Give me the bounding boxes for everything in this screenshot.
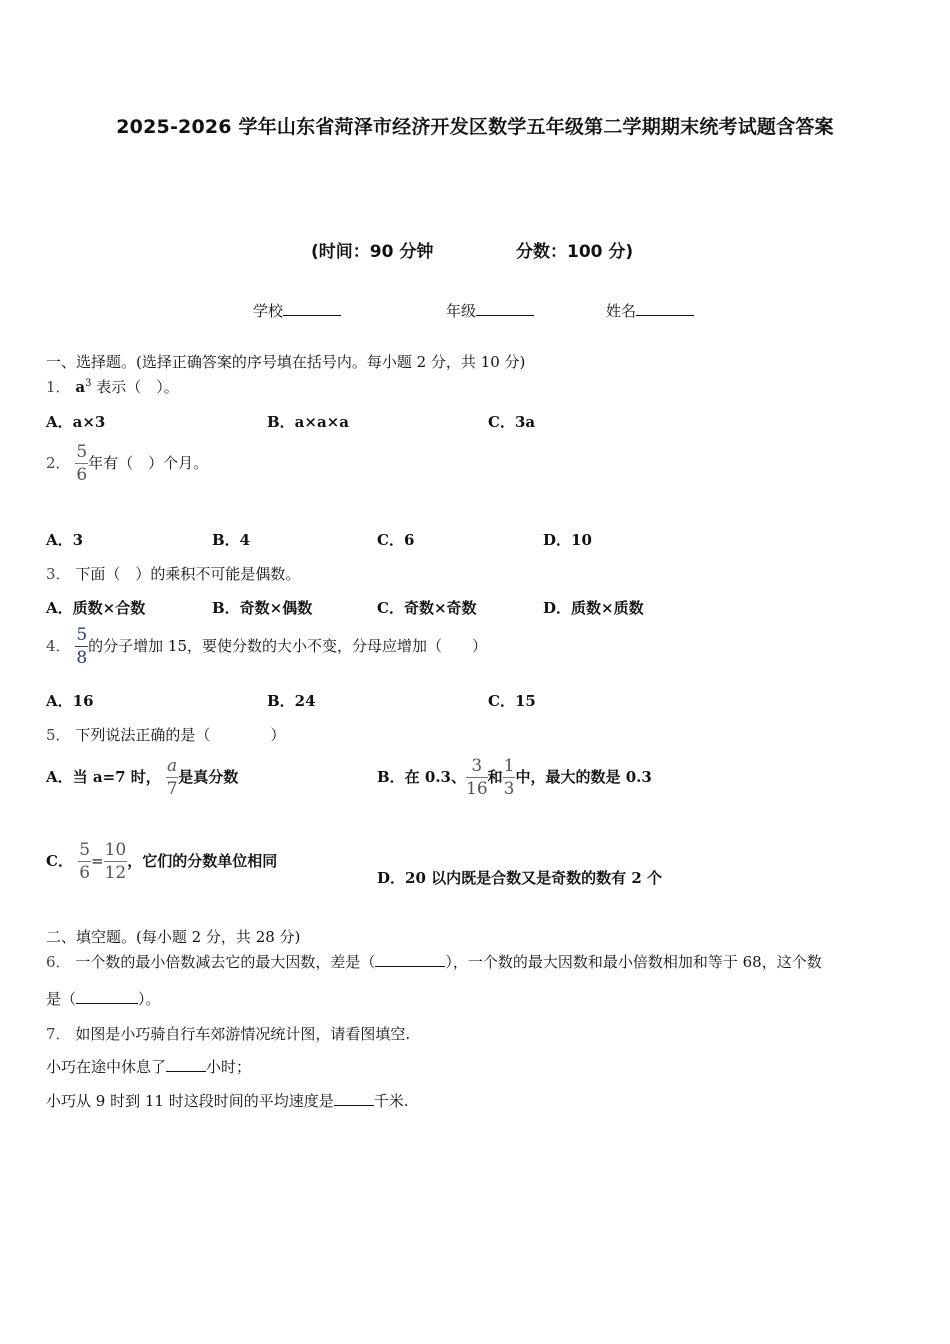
q4-frac-numerator: 5 <box>76 625 88 645</box>
question-5 <box>46 724 285 745</box>
q6-part2: ），一个数的最大因数和最小倍数相加和等于 68，这个数 <box>445 953 822 971</box>
q3-option-a: A．质数×合数 <box>46 599 146 617</box>
name-field <box>606 300 694 321</box>
q5c-frac1-denominator: 6 <box>79 863 91 883</box>
q5b-and: 和 <box>487 768 503 786</box>
q2-option-d: D．10 <box>543 531 592 549</box>
q4-option-a: A．16 <box>46 692 94 710</box>
document-title: 2025-2026 学年山东省菏泽市经济开发区数学五年级第二学期期末统考试题含答案 <box>116 116 834 138</box>
q2-option-a: A．3 <box>46 531 84 549</box>
q5b-frac2-denominator: 3 <box>503 779 515 799</box>
name-label: 姓名 <box>606 302 637 320</box>
q7-line1-start: 小巧在途中休息了 <box>46 1058 167 1076</box>
q7-number: 7． <box>46 1025 71 1043</box>
q7-subquestion-2 <box>46 1090 409 1111</box>
q5a-suffix: 是真分数 <box>178 768 239 786</box>
q7-subquestion-1 <box>46 1056 251 1077</box>
q2-frac-numerator: 5 <box>76 442 88 462</box>
q6-number: 6． <box>46 953 71 971</box>
q5b-frac2-numerator: 1 <box>503 756 515 776</box>
q3-option-c: C．奇数×奇数 <box>377 599 477 617</box>
q4-frac-denominator: 8 <box>76 648 88 668</box>
q5b-fraction-2 <box>503 758 516 798</box>
q3-text: 下面（ ）的乘积不可能是偶数。 <box>75 565 301 583</box>
q7-line2-start: 小巧从 9 时到 11 时这段时间的平均速度是 <box>46 1092 334 1110</box>
exam-time: (时间：90 分钟 <box>311 242 434 262</box>
q3-number: 3． <box>46 565 71 583</box>
q5c-prefix: C． <box>46 852 73 870</box>
q3-option-d: D．质数×质数 <box>543 599 644 617</box>
q5-option-a <box>46 758 238 798</box>
q5b-prefix: B．在 0.3、 <box>377 768 466 786</box>
q4-fraction <box>75 627 88 667</box>
school-field <box>253 300 341 321</box>
section2-heading: 二、填空题。(每小题 2 分，共 28 分) <box>46 928 301 946</box>
q5b-frac1-denominator: 16 <box>466 779 488 799</box>
q5c-frac2-denominator: 12 <box>104 863 127 883</box>
grade-field <box>446 300 534 321</box>
q2-option-c: C．6 <box>377 531 415 549</box>
q5-number: 5． <box>46 726 71 744</box>
q5-option-b <box>377 758 652 798</box>
q4-option-b: B．24 <box>267 692 316 710</box>
question-1 <box>46 376 179 397</box>
q6-line2-end: ）。 <box>138 990 161 1008</box>
q4-text: 的分子增加 15，要使分数的大小不变，分母应增加（ ） <box>88 637 488 655</box>
question-7 <box>46 1023 410 1044</box>
q5c-equals: = <box>91 852 104 870</box>
question-6 <box>46 951 822 972</box>
question-3 <box>46 563 300 584</box>
q5a-fraction <box>166 758 178 798</box>
q1-base: a <box>75 378 86 396</box>
q7-answer-blank-2[interactable] <box>334 1091 374 1106</box>
q4-number: 4． <box>46 637 71 655</box>
q5c-fraction-2 <box>104 842 128 882</box>
question-2 <box>46 444 208 484</box>
q6-answer-blank-2[interactable] <box>76 989 138 1004</box>
question-6-line2 <box>46 988 161 1009</box>
q4-option-c: C．15 <box>488 692 536 710</box>
grade-blank <box>476 302 534 316</box>
grade-label: 年级 <box>446 302 477 320</box>
section1-heading: 一、选择题。(选择正确答案的序号填在括号内。每小题 2 分，共 10 分) <box>46 353 526 371</box>
q7-line1-end: 小时； <box>206 1058 252 1076</box>
q5c-fraction-1 <box>78 842 91 882</box>
q1-number: 1． <box>46 378 71 396</box>
q7-line2-end: 千米. <box>373 1092 409 1110</box>
q2-number: 2． <box>46 454 71 472</box>
q7-answer-blank-1[interactable] <box>166 1057 206 1072</box>
school-label: 学校 <box>253 302 284 320</box>
q5a-frac-denominator: 7 <box>166 779 178 799</box>
q5-option-c <box>46 842 277 882</box>
q1-option-c: C．3a <box>488 413 536 431</box>
q5a-prefix: A．当 a=7 时， <box>46 768 161 786</box>
q1-option-b: B．a×a×a <box>267 413 349 431</box>
q2-frac-denominator: 6 <box>76 465 88 485</box>
q1-text: 表示（ ）。 <box>96 378 179 396</box>
q5c-suffix: ，它们的分数单位相同 <box>127 852 278 870</box>
q5b-fraction-1 <box>466 758 488 798</box>
q3-option-b: B．奇数×偶数 <box>212 599 313 617</box>
q2-fraction <box>75 444 88 484</box>
q1-option-a: A．a×3 <box>46 413 106 431</box>
q6-answer-blank-1[interactable] <box>375 952 445 967</box>
q5c-frac2-numerator: 10 <box>104 840 127 860</box>
q5-option-d: D．20 以内既是合数又是奇数的数有 2 个 <box>377 869 662 887</box>
q7-text: 如图是小巧骑自行车郊游情况统计图，请看图填空. <box>75 1025 411 1043</box>
q5a-frac-numerator: a <box>167 756 178 776</box>
q5c-frac1-numerator: 5 <box>79 840 91 860</box>
q2-text: 年有（ ）个月。 <box>88 454 209 472</box>
q6-part1: 一个数的最小倍数减去它的最大因数，差是（ <box>75 953 376 971</box>
q6-line2-start: 是（ <box>46 990 77 1008</box>
question-4 <box>46 627 487 667</box>
q5b-frac1-numerator: 3 <box>466 758 488 778</box>
q5b-suffix: 中，最大的数是 0.3 <box>515 768 652 786</box>
q2-option-b: B．4 <box>212 531 251 549</box>
q5-text: 下列说法正确的是（ ） <box>75 726 286 744</box>
name-blank <box>636 302 694 316</box>
exam-score: 分数：100 分) <box>516 242 634 262</box>
school-blank <box>283 302 341 316</box>
q1-exponent: 3 <box>85 378 92 389</box>
